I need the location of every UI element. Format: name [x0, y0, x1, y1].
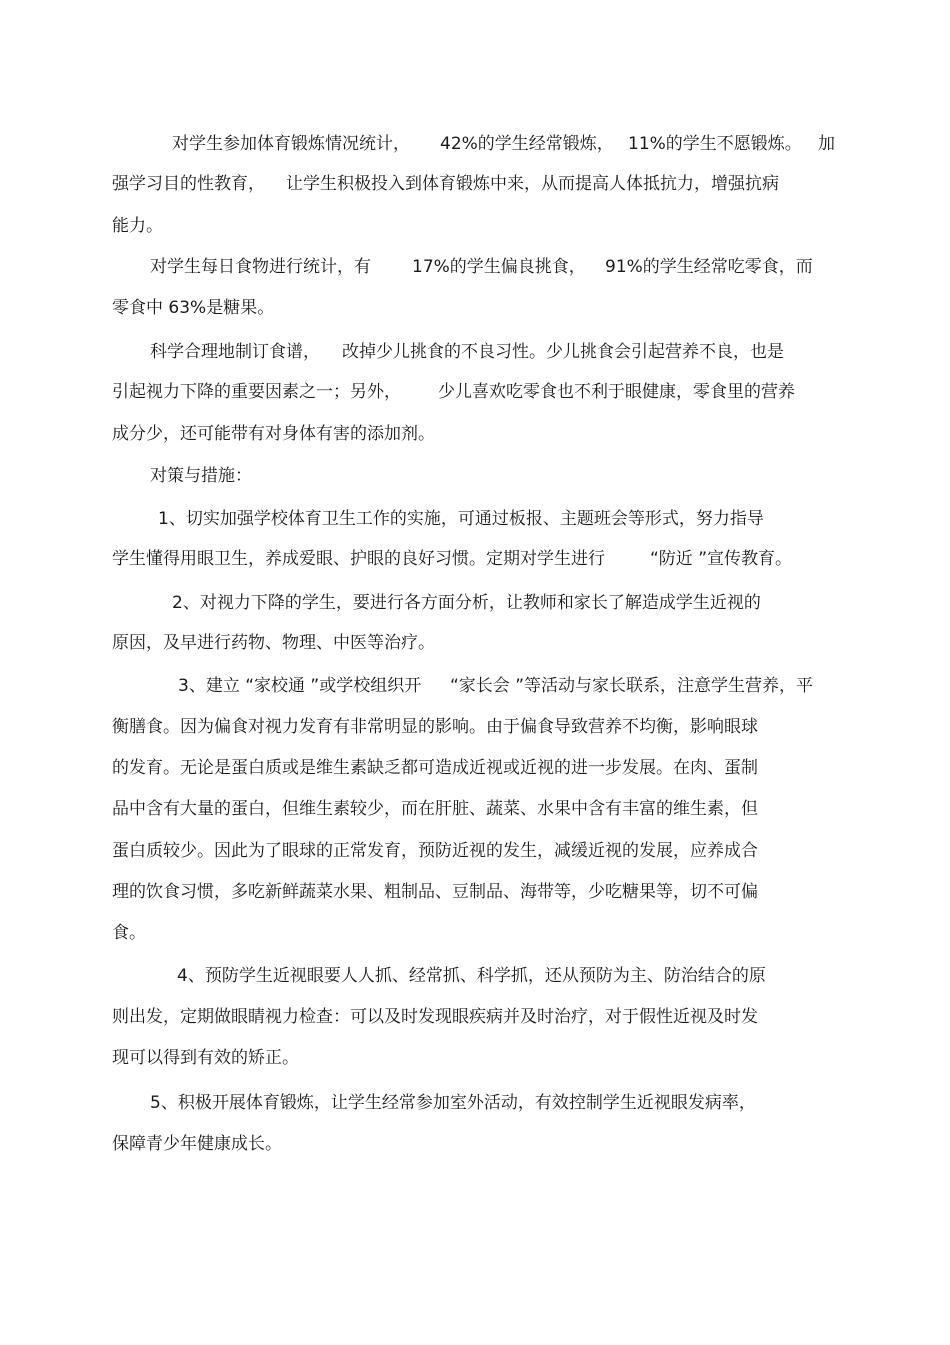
- text-segment: 的发育。无论是蛋白质或是维生素缺乏都可造成近视或近视的进一步发展。在肉、蛋制: [112, 758, 758, 778]
- text-segment: 零食中 63%是糖果。: [112, 298, 275, 318]
- text-segment: “防近 ”宣传教育。: [650, 549, 793, 569]
- text-segment: “家长会 ”等活动与家长联系，注意学生营养，平: [450, 676, 814, 696]
- text-segment: 少儿喜欢吃零食也不利于眼健康，零食里的营养: [438, 382, 795, 402]
- text-segment: 91%的学生经常吃零食，而: [605, 257, 813, 277]
- text-segment: 让学生积极投入到体育锻炼中来，从而提高人体抵抗力，增强抗病: [286, 174, 779, 194]
- text-segment: 对策与措施：: [150, 466, 252, 486]
- text-segment: 食。: [112, 923, 146, 943]
- text-segment: 成分少，还可能带有对身体有害的添加剂。: [112, 424, 435, 444]
- text-segment: 42%的学生经常锻炼，: [440, 134, 614, 154]
- text-segment: 对学生参加体育锻炼情况统计，: [172, 134, 410, 154]
- text-segment: 1、切实加强学校体育卫生工作的实施，可通过板报、主题班会等形式，努力指导: [158, 509, 764, 529]
- text-segment: 2、对视力下降的学生，要进行各方面分析，让教师和家长了解造成学生近视的: [172, 593, 761, 613]
- text-segment: 引起视力下降的重要因素之一；另外，: [112, 382, 401, 402]
- text-segment: 现可以得到有效的矫正。: [112, 1048, 299, 1068]
- text-segment: 衡膳食。因为偏食对视力发育有非常明显的影响。由于偏食导致营养不均衡，影响眼球: [112, 717, 758, 737]
- text-segment: 4、预防学生近视眼要人人抓、经常抓、科学抓，还从预防为主、防治结合的原: [177, 966, 766, 986]
- text-segment: 学生懂得用眼卫生，养成爱眼、护眼的良好习惯。定期对学生进行: [112, 549, 605, 569]
- text-segment: 3、建立 “家校通 ”或学校组织开: [178, 676, 422, 696]
- text-segment: 品中含有大量的蛋白，但维生素较少，而在肝脏、蔬菜、水果中含有丰富的维生素，但: [112, 799, 758, 819]
- text-segment: 蛋白质较少。因此为了眼球的正常发育，预防近视的发生，减缓近视的发展，应养成合: [112, 841, 758, 861]
- text-segment: 保障青少年健康成长。: [112, 1134, 282, 1154]
- text-segment: 理的饮食习惯，多吃新鲜蔬菜水果、粗制品、豆制品、海带等，少吃糖果等，切不可偏: [112, 882, 758, 902]
- text-segment: 则出发，定期做眼睛视力检查：可以及时发现眼疾病并及时治疗，对于假性近视及时发: [112, 1007, 758, 1027]
- text-segment: 加: [818, 134, 835, 154]
- text-segment: 原因，及早进行药物、物理、中医等治疗。: [112, 633, 435, 653]
- text-segment: 对学生每日食物进行统计，有: [150, 257, 371, 277]
- text-segment: 强学习目的性教育，: [112, 174, 265, 194]
- text-segment: 科学合理地制订食谱，: [150, 342, 320, 362]
- text-segment: 5、积极开展体育锻炼，让学生经常参加室外活动，有效控制学生近视眼发病率，: [150, 1093, 756, 1113]
- text-segment: 11%的学生不愿锻炼。: [628, 134, 802, 154]
- text-segment: 17%的学生偏良挑食，: [412, 257, 586, 277]
- text-segment: 能力。: [112, 216, 163, 236]
- text-segment: 改掉少儿挑食的不良习性。少儿挑食会引起营养不良，也是: [342, 342, 784, 362]
